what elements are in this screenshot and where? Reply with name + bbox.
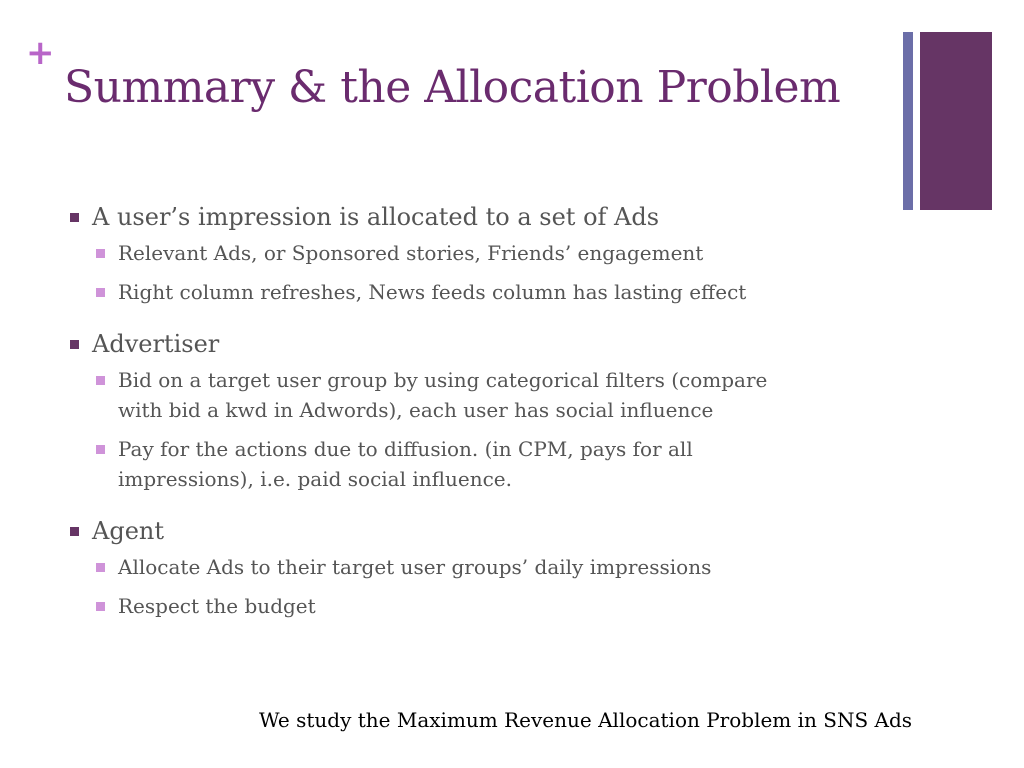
decorative-bar-thin [903,32,913,210]
sub-bullet-list [92,552,866,621]
decorative-bar-thick [920,32,992,210]
slide-title: Summary & the Allocation Problem [64,62,841,113]
sub-bullet-item [92,434,818,494]
bullet-content [66,200,866,621]
sub-bullet-list [92,238,866,307]
bullet-list [66,200,866,621]
sub-bullet-item [92,238,866,268]
square-bullet-icon [70,340,79,349]
bullet-text: A user’s impression is allocated to a set of Ads [92,203,660,231]
square-bullet-icon [96,288,105,297]
sub-bullet-text: Right column refreshes, News feeds column has lasting effect [118,280,747,304]
square-bullet-icon [70,527,79,536]
bullet-text: Advertiser [92,330,220,358]
bullet-item-impression [66,200,866,307]
sub-bullet-text: Relevant Ads, or Sponsored stories, Friends’ engagement [118,241,704,265]
sub-bullet-text: Bid on a target user group by using categorical filters (compare with bid a kwd in Adwords), each user has social influence [118,368,768,422]
sub-bullet-text: Respect the budget [118,594,316,618]
sub-bullet-text: Allocate Ads to their target user groups’ daily impressions [118,555,712,579]
square-bullet-icon [96,445,105,454]
sub-bullet-text: Pay for the actions due to diffusion. (in CPM, pays for all impressions), i.e. paid social influence. [118,437,693,491]
bullet-text: Agent [92,517,164,545]
square-bullet-icon [96,376,105,385]
footer-note: We study the Maximum Revenue Allocation Problem in SNS Ads [259,708,913,732]
plus-mark: + [26,33,55,73]
square-bullet-icon [96,602,105,611]
sub-bullet-item [92,591,866,621]
square-bullet-icon [96,249,105,258]
sub-bullet-item [92,365,818,425]
bullet-item-advertiser [66,327,866,494]
sub-bullet-list [92,365,866,494]
sub-bullet-item [92,552,866,582]
square-bullet-icon [70,213,79,222]
square-bullet-icon [96,563,105,572]
sub-bullet-item [92,277,866,307]
bullet-item-agent [66,514,866,621]
